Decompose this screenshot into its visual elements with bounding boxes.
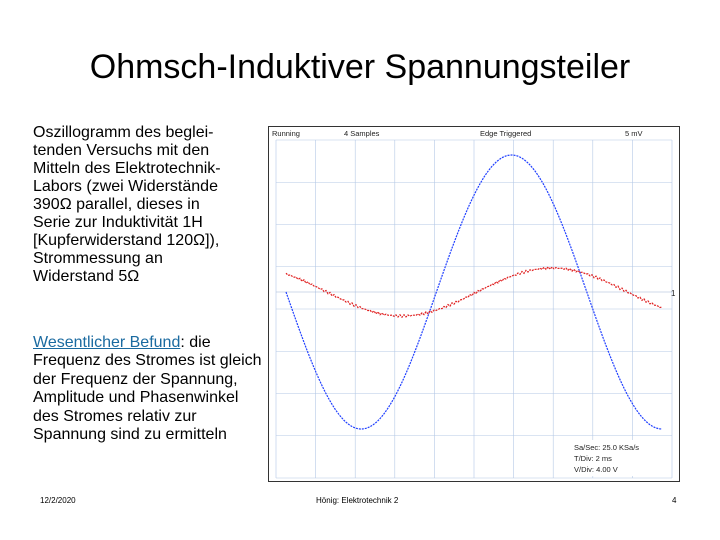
status-running: Running	[272, 129, 300, 138]
readout-sample-rate: Sa/Sec: 25.0 KSa/s	[574, 443, 640, 452]
finding-label[interactable]: Wesentlicher Befund	[33, 334, 181, 351]
footer-date: 12/2/2020	[40, 496, 76, 505]
readout-time-div: T/Div: 2 ms	[574, 454, 612, 463]
status-trigger: Edge Triggered	[480, 129, 532, 138]
channel1-marker: 1	[671, 289, 676, 298]
readout-volt-div: V/Div: 4.00 V	[574, 465, 618, 474]
slide-title: Ohmsch-Induktiver Spannungsteiler	[89, 48, 631, 86]
status-scale: 5 mV	[625, 129, 643, 138]
status-samples: 4 Samples	[344, 129, 380, 138]
finding-text: : die Frequenz des Stromes ist gleich der Frequenz der Spannung, Amplitude und Phasenwinkel des Stromes relativ zur Spannung sind zu ermitteln	[33, 334, 262, 444]
finding-paragraph	[33, 334, 265, 444]
footer-author: Hönig: Elektrotechnik 2	[316, 496, 399, 505]
footer-page-number: 4	[672, 496, 677, 505]
oscilloscope-screenshot	[268, 126, 680, 482]
experiment-description: Oszillogramm des beglei- tenden Versuchs mit den Mitteln des Elektrotechnik- Labors (zwei Widerstände 390Ω parallel, dieses in Serie zur Induktivität 1H [Kupferwiderstand 120Ω]), Strommessung an Widerstand 5Ω	[33, 124, 221, 285]
